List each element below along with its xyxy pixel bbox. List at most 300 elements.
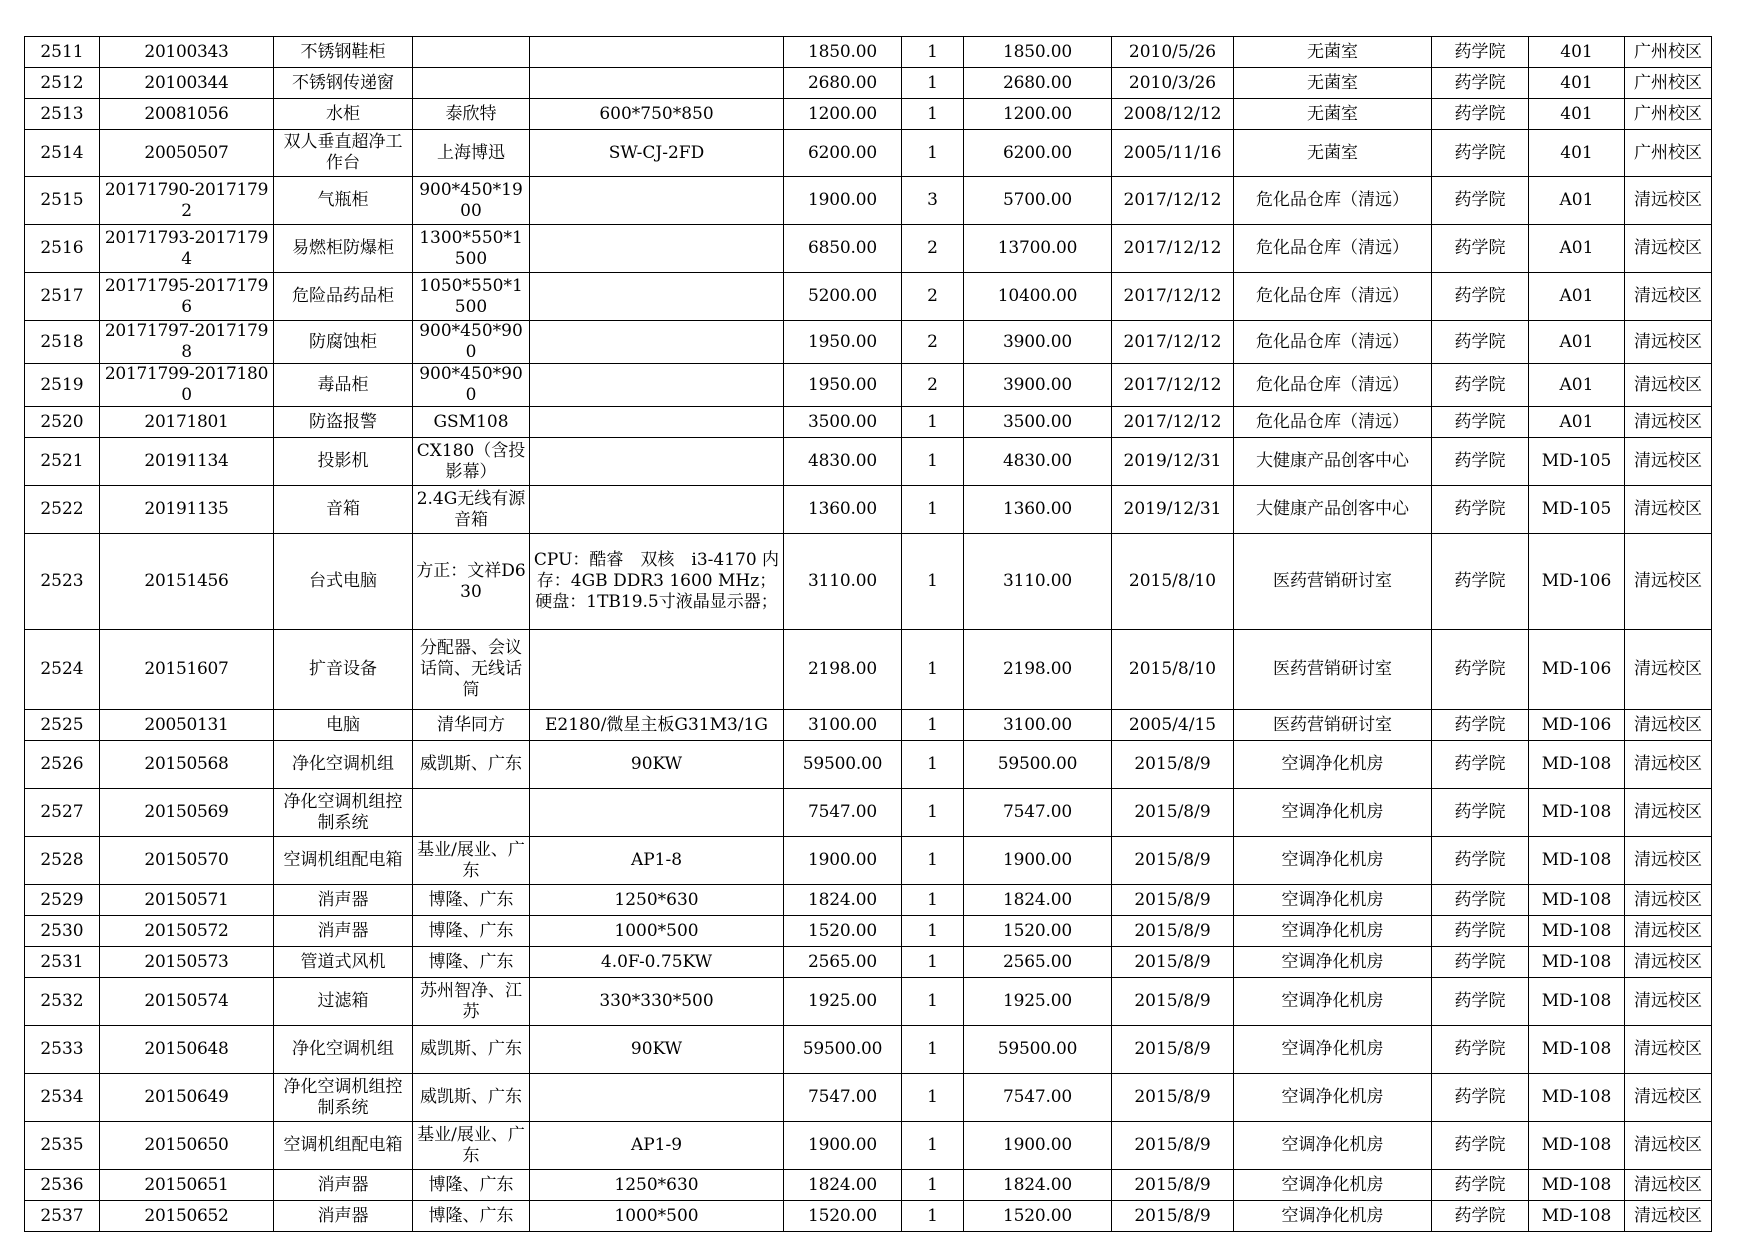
brand-model-cell: 900*450*900 [413, 321, 530, 364]
asset-id-cell: 20150568 [100, 741, 274, 789]
unit-price-cell: 7547.00 [784, 1074, 902, 1122]
brand-model-cell: 900*450*1900 [413, 177, 530, 225]
campus-cell: 广州校区 [1625, 37, 1712, 68]
brand-model-cell: 分配器、会议话筒、无线话筒 [413, 630, 530, 710]
spec-cell: 1250*630 [530, 885, 784, 916]
room-cell: A01 [1529, 364, 1625, 407]
row-number-cell: 2537 [25, 1201, 100, 1232]
room-cell: MD-108 [1529, 789, 1625, 837]
spec-cell: 1250*630 [530, 1170, 784, 1201]
asset-id-cell: 20150574 [100, 978, 274, 1026]
asset-name-cell: 净化空调机组控制系统 [274, 789, 413, 837]
location-cell: 空调净化机房 [1234, 916, 1432, 947]
department-cell: 药学院 [1432, 130, 1529, 177]
room-cell: MD-106 [1529, 534, 1625, 630]
asset-table-body [25, 37, 1712, 1232]
campus-cell: 清远校区 [1625, 1170, 1712, 1201]
asset-name-cell: 投影机 [274, 438, 413, 486]
row-number-cell: 2533 [25, 1026, 100, 1074]
room-cell: A01 [1529, 321, 1625, 364]
quantity-cell: 1 [902, 407, 964, 438]
quantity-cell: 1 [902, 630, 964, 710]
asset-id-cell: 20191134 [100, 438, 274, 486]
brand-model-cell: 博隆、广东 [413, 1170, 530, 1201]
row-number-cell: 2512 [25, 68, 100, 99]
campus-cell: 清远校区 [1625, 1026, 1712, 1074]
asset-id-cell: 20191135 [100, 486, 274, 534]
asset-name-cell: 防盗报警 [274, 407, 413, 438]
total-price-cell: 2198.00 [964, 630, 1112, 710]
brand-model-cell: 威凯斯、广东 [413, 1074, 530, 1122]
location-cell: 空调净化机房 [1234, 885, 1432, 916]
room-cell: MD-108 [1529, 916, 1625, 947]
row-number-cell: 2523 [25, 534, 100, 630]
purchase-date-cell: 2019/12/31 [1112, 486, 1234, 534]
quantity-cell: 2 [902, 225, 964, 273]
spec-cell [530, 37, 784, 68]
unit-price-cell: 1824.00 [784, 885, 902, 916]
campus-cell: 清远校区 [1625, 177, 1712, 225]
row-number-cell: 2524 [25, 630, 100, 710]
quantity-cell: 1 [902, 710, 964, 741]
asset-name-cell: 净化空调机组 [274, 1026, 413, 1074]
spec-cell: 90KW [530, 1026, 784, 1074]
row-number-cell: 2535 [25, 1122, 100, 1170]
asset-table [24, 36, 1712, 1232]
purchase-date-cell: 2015/8/9 [1112, 916, 1234, 947]
campus-cell: 清远校区 [1625, 321, 1712, 364]
purchase-date-cell: 2015/8/9 [1112, 1201, 1234, 1232]
asset-id-cell: 20081056 [100, 99, 274, 130]
department-cell: 药学院 [1432, 916, 1529, 947]
quantity-cell: 2 [902, 321, 964, 364]
quantity-cell: 1 [902, 486, 964, 534]
asset-name-cell: 消声器 [274, 885, 413, 916]
purchase-date-cell: 2015/8/10 [1112, 630, 1234, 710]
room-cell: 401 [1529, 68, 1625, 99]
location-cell: 危化品仓库（清远） [1234, 364, 1432, 407]
total-price-cell: 3100.00 [964, 710, 1112, 741]
quantity-cell: 1 [902, 789, 964, 837]
row-number-cell: 2536 [25, 1170, 100, 1201]
asset-name-cell: 危险品药品柜 [274, 273, 413, 321]
department-cell: 药学院 [1432, 407, 1529, 438]
room-cell: MD-108 [1529, 1026, 1625, 1074]
purchase-date-cell: 2017/12/12 [1112, 364, 1234, 407]
spec-cell: AP1-9 [530, 1122, 784, 1170]
campus-cell: 清远校区 [1625, 364, 1712, 407]
location-cell: 空调净化机房 [1234, 1201, 1432, 1232]
unit-price-cell: 1520.00 [784, 916, 902, 947]
location-cell: 空调净化机房 [1234, 1074, 1432, 1122]
purchase-date-cell: 2017/12/12 [1112, 273, 1234, 321]
room-cell: MD-105 [1529, 438, 1625, 486]
quantity-cell: 2 [902, 364, 964, 407]
location-cell: 危化品仓库（清远） [1234, 321, 1432, 364]
asset-id-cell: 20150570 [100, 837, 274, 885]
table-row [25, 225, 1712, 273]
quantity-cell: 1 [902, 741, 964, 789]
brand-model-cell: 2.4G无线有源音箱 [413, 486, 530, 534]
unit-price-cell: 6850.00 [784, 225, 902, 273]
total-price-cell: 1520.00 [964, 916, 1112, 947]
unit-price-cell: 1925.00 [784, 978, 902, 1026]
unit-price-cell: 1900.00 [784, 177, 902, 225]
row-number-cell: 2518 [25, 321, 100, 364]
spec-cell [530, 486, 784, 534]
row-number-cell: 2526 [25, 741, 100, 789]
campus-cell: 清远校区 [1625, 885, 1712, 916]
total-price-cell: 13700.00 [964, 225, 1112, 273]
purchase-date-cell: 2005/11/16 [1112, 130, 1234, 177]
spec-cell: AP1-8 [530, 837, 784, 885]
quantity-cell: 1 [902, 885, 964, 916]
brand-model-cell: 基业/展业、广东 [413, 1122, 530, 1170]
unit-price-cell: 5200.00 [784, 273, 902, 321]
room-cell: MD-108 [1529, 1122, 1625, 1170]
room-cell: 401 [1529, 130, 1625, 177]
total-price-cell: 3110.00 [964, 534, 1112, 630]
room-cell: MD-108 [1529, 1170, 1625, 1201]
quantity-cell: 1 [902, 947, 964, 978]
campus-cell: 广州校区 [1625, 130, 1712, 177]
campus-cell: 清远校区 [1625, 837, 1712, 885]
room-cell: 401 [1529, 37, 1625, 68]
quantity-cell: 1 [902, 1122, 964, 1170]
table-row [25, 321, 1712, 364]
department-cell: 药学院 [1432, 438, 1529, 486]
purchase-date-cell: 2015/8/9 [1112, 947, 1234, 978]
brand-model-cell: GSM108 [413, 407, 530, 438]
unit-price-cell: 3110.00 [784, 534, 902, 630]
spec-cell: E2180/微星主板G31M3/1G [530, 710, 784, 741]
total-price-cell: 7547.00 [964, 789, 1112, 837]
department-cell: 药学院 [1432, 789, 1529, 837]
unit-price-cell: 59500.00 [784, 741, 902, 789]
quantity-cell: 1 [902, 978, 964, 1026]
quantity-cell: 1 [902, 99, 964, 130]
department-cell: 药学院 [1432, 947, 1529, 978]
department-cell: 药学院 [1432, 273, 1529, 321]
campus-cell: 清远校区 [1625, 407, 1712, 438]
row-number-cell: 2514 [25, 130, 100, 177]
brand-model-cell: 清华同方 [413, 710, 530, 741]
table-row [25, 364, 1712, 407]
asset-id-cell: 20171797-20171798 [100, 321, 274, 364]
quantity-cell: 2 [902, 273, 964, 321]
table-row [25, 534, 1712, 630]
asset-id-cell: 20150651 [100, 1170, 274, 1201]
asset-id-cell: 20171801 [100, 407, 274, 438]
purchase-date-cell: 2019/12/31 [1112, 438, 1234, 486]
asset-id-cell: 20100343 [100, 37, 274, 68]
room-cell: A01 [1529, 225, 1625, 273]
total-price-cell: 1824.00 [964, 885, 1112, 916]
asset-id-cell: 20151607 [100, 630, 274, 710]
room-cell: A01 [1529, 407, 1625, 438]
department-cell: 药学院 [1432, 1074, 1529, 1122]
table-row [25, 486, 1712, 534]
department-cell: 药学院 [1432, 177, 1529, 225]
campus-cell: 清远校区 [1625, 916, 1712, 947]
row-number-cell: 2522 [25, 486, 100, 534]
unit-price-cell: 1850.00 [784, 37, 902, 68]
row-number-cell: 2531 [25, 947, 100, 978]
room-cell: A01 [1529, 273, 1625, 321]
table-row [25, 273, 1712, 321]
room-cell: MD-106 [1529, 710, 1625, 741]
campus-cell: 清远校区 [1625, 438, 1712, 486]
asset-name-cell: 易燃柜防爆柜 [274, 225, 413, 273]
total-price-cell: 1900.00 [964, 837, 1112, 885]
campus-cell: 清远校区 [1625, 486, 1712, 534]
room-cell: MD-108 [1529, 741, 1625, 789]
department-cell: 药学院 [1432, 1170, 1529, 1201]
total-price-cell: 3900.00 [964, 364, 1112, 407]
unit-price-cell: 7547.00 [784, 789, 902, 837]
campus-cell: 清远校区 [1625, 1201, 1712, 1232]
room-cell: MD-105 [1529, 486, 1625, 534]
table-row [25, 710, 1712, 741]
campus-cell: 清远校区 [1625, 947, 1712, 978]
quantity-cell: 1 [902, 130, 964, 177]
campus-cell: 广州校区 [1625, 68, 1712, 99]
asset-id-cell: 20171790-20171792 [100, 177, 274, 225]
purchase-date-cell: 2015/8/9 [1112, 1026, 1234, 1074]
row-number-cell: 2519 [25, 364, 100, 407]
location-cell: 危化品仓库（清远） [1234, 407, 1432, 438]
brand-model-cell: 博隆、广东 [413, 1201, 530, 1232]
total-price-cell: 59500.00 [964, 741, 1112, 789]
asset-id-cell: 20171795-20171796 [100, 273, 274, 321]
purchase-date-cell: 2015/8/9 [1112, 1074, 1234, 1122]
brand-model-cell: 1300*550*1500 [413, 225, 530, 273]
asset-id-cell: 20150652 [100, 1201, 274, 1232]
room-cell: 401 [1529, 99, 1625, 130]
table-row [25, 1026, 1712, 1074]
purchase-date-cell: 2015/8/9 [1112, 885, 1234, 916]
table-row [25, 789, 1712, 837]
campus-cell: 清远校区 [1625, 630, 1712, 710]
table-row [25, 630, 1712, 710]
purchase-date-cell: 2017/12/12 [1112, 177, 1234, 225]
quantity-cell: 1 [902, 534, 964, 630]
row-number-cell: 2521 [25, 438, 100, 486]
total-price-cell: 1925.00 [964, 978, 1112, 1026]
purchase-date-cell: 2005/4/15 [1112, 710, 1234, 741]
room-cell: MD-108 [1529, 885, 1625, 916]
asset-name-cell: 消声器 [274, 916, 413, 947]
department-cell: 药学院 [1432, 68, 1529, 99]
brand-model-cell: 博隆、广东 [413, 885, 530, 916]
unit-price-cell: 3100.00 [784, 710, 902, 741]
total-price-cell: 1200.00 [964, 99, 1112, 130]
row-number-cell: 2532 [25, 978, 100, 1026]
unit-price-cell: 1200.00 [784, 99, 902, 130]
total-price-cell: 1360.00 [964, 486, 1112, 534]
location-cell: 危化品仓库（清远） [1234, 273, 1432, 321]
spec-cell [530, 364, 784, 407]
asset-id-cell: 20150573 [100, 947, 274, 978]
table-row [25, 1122, 1712, 1170]
location-cell: 无菌室 [1234, 68, 1432, 99]
department-cell: 药学院 [1432, 741, 1529, 789]
table-row [25, 177, 1712, 225]
table-row [25, 916, 1712, 947]
quantity-cell: 1 [902, 1201, 964, 1232]
spec-cell [530, 273, 784, 321]
purchase-date-cell: 2015/8/9 [1112, 837, 1234, 885]
brand-model-cell [413, 789, 530, 837]
department-cell: 药学院 [1432, 710, 1529, 741]
department-cell: 药学院 [1432, 837, 1529, 885]
spec-cell [530, 789, 784, 837]
total-price-cell: 59500.00 [964, 1026, 1112, 1074]
quantity-cell: 1 [902, 438, 964, 486]
location-cell: 大健康产品创客中心 [1234, 438, 1432, 486]
unit-price-cell: 1900.00 [784, 1122, 902, 1170]
spec-cell: SW-CJ-2FD [530, 130, 784, 177]
row-number-cell: 2511 [25, 37, 100, 68]
asset-name-cell: 音箱 [274, 486, 413, 534]
department-cell: 药学院 [1432, 978, 1529, 1026]
spec-cell: 330*330*500 [530, 978, 784, 1026]
unit-price-cell: 2565.00 [784, 947, 902, 978]
purchase-date-cell: 2015/8/9 [1112, 789, 1234, 837]
asset-name-cell: 扩音设备 [274, 630, 413, 710]
row-number-cell: 2530 [25, 916, 100, 947]
purchase-date-cell: 2017/12/12 [1112, 321, 1234, 364]
location-cell: 大健康产品创客中心 [1234, 486, 1432, 534]
purchase-date-cell: 2015/8/9 [1112, 741, 1234, 789]
unit-price-cell: 1520.00 [784, 1201, 902, 1232]
table-row [25, 68, 1712, 99]
brand-model-cell: 泰欣特 [413, 99, 530, 130]
row-number-cell: 2513 [25, 99, 100, 130]
room-cell: MD-108 [1529, 1074, 1625, 1122]
department-cell: 药学院 [1432, 1201, 1529, 1232]
total-price-cell: 6200.00 [964, 130, 1112, 177]
department-cell: 药学院 [1432, 534, 1529, 630]
campus-cell: 广州校区 [1625, 99, 1712, 130]
purchase-date-cell: 2008/12/12 [1112, 99, 1234, 130]
brand-model-cell [413, 37, 530, 68]
table-row [25, 1170, 1712, 1201]
purchase-date-cell: 2015/8/9 [1112, 1170, 1234, 1201]
spec-cell: 90KW [530, 741, 784, 789]
brand-model-cell: CX180（含投影幕） [413, 438, 530, 486]
asset-name-cell: 过滤箱 [274, 978, 413, 1026]
total-price-cell: 10400.00 [964, 273, 1112, 321]
department-cell: 药学院 [1432, 99, 1529, 130]
department-cell: 药学院 [1432, 37, 1529, 68]
campus-cell: 清远校区 [1625, 978, 1712, 1026]
total-price-cell: 2565.00 [964, 947, 1112, 978]
purchase-date-cell: 2015/8/10 [1112, 534, 1234, 630]
department-cell: 药学院 [1432, 486, 1529, 534]
campus-cell: 清远校区 [1625, 534, 1712, 630]
room-cell: MD-108 [1529, 978, 1625, 1026]
asset-name-cell: 毒品柜 [274, 364, 413, 407]
room-cell: A01 [1529, 177, 1625, 225]
unit-price-cell: 59500.00 [784, 1026, 902, 1074]
location-cell: 无菌室 [1234, 99, 1432, 130]
total-price-cell: 3500.00 [964, 407, 1112, 438]
asset-name-cell: 电脑 [274, 710, 413, 741]
location-cell: 无菌室 [1234, 37, 1432, 68]
department-cell: 药学院 [1432, 630, 1529, 710]
quantity-cell: 1 [902, 37, 964, 68]
campus-cell: 清远校区 [1625, 741, 1712, 789]
row-number-cell: 2527 [25, 789, 100, 837]
asset-id-cell: 20171799-20171800 [100, 364, 274, 407]
campus-cell: 清远校区 [1625, 710, 1712, 741]
campus-cell: 清远校区 [1625, 273, 1712, 321]
brand-model-cell: 博隆、广东 [413, 947, 530, 978]
purchase-date-cell: 2010/3/26 [1112, 68, 1234, 99]
department-cell: 药学院 [1432, 1122, 1529, 1170]
spec-cell: 1000*500 [530, 916, 784, 947]
spec-cell: 1000*500 [530, 1201, 784, 1232]
unit-price-cell: 1900.00 [784, 837, 902, 885]
quantity-cell: 3 [902, 177, 964, 225]
campus-cell: 清远校区 [1625, 789, 1712, 837]
campus-cell: 清远校区 [1625, 1074, 1712, 1122]
asset-name-cell: 空调机组配电箱 [274, 837, 413, 885]
unit-price-cell: 2680.00 [784, 68, 902, 99]
row-number-cell: 2517 [25, 273, 100, 321]
table-row [25, 885, 1712, 916]
row-number-cell: 2528 [25, 837, 100, 885]
asset-id-cell: 20150649 [100, 1074, 274, 1122]
brand-model-cell: 威凯斯、广东 [413, 741, 530, 789]
asset-id-cell: 20151456 [100, 534, 274, 630]
location-cell: 空调净化机房 [1234, 789, 1432, 837]
total-price-cell: 3900.00 [964, 321, 1112, 364]
quantity-cell: 1 [902, 916, 964, 947]
asset-name-cell: 消声器 [274, 1170, 413, 1201]
asset-name-cell: 不锈钢鞋柜 [274, 37, 413, 68]
location-cell: 无菌室 [1234, 130, 1432, 177]
department-cell: 药学院 [1432, 1026, 1529, 1074]
total-price-cell: 1520.00 [964, 1201, 1112, 1232]
unit-price-cell: 1360.00 [784, 486, 902, 534]
spec-cell [530, 438, 784, 486]
brand-model-cell: 上海博迅 [413, 130, 530, 177]
table-row [25, 438, 1712, 486]
asset-name-cell: 空调机组配电箱 [274, 1122, 413, 1170]
total-price-cell: 1900.00 [964, 1122, 1112, 1170]
location-cell: 空调净化机房 [1234, 947, 1432, 978]
total-price-cell: 1824.00 [964, 1170, 1112, 1201]
spec-cell: 4.0F-0.75KW [530, 947, 784, 978]
asset-id-cell: 20171793-20171794 [100, 225, 274, 273]
unit-price-cell: 3500.00 [784, 407, 902, 438]
location-cell: 危化品仓库（清远） [1234, 225, 1432, 273]
department-cell: 药学院 [1432, 225, 1529, 273]
total-price-cell: 2680.00 [964, 68, 1112, 99]
table-row [25, 837, 1712, 885]
quantity-cell: 1 [902, 68, 964, 99]
brand-model-cell: 博隆、广东 [413, 916, 530, 947]
location-cell: 危化品仓库（清远） [1234, 177, 1432, 225]
asset-name-cell: 双人垂直超净工作台 [274, 130, 413, 177]
total-price-cell: 5700.00 [964, 177, 1112, 225]
quantity-cell: 1 [902, 837, 964, 885]
spec-cell [530, 1074, 784, 1122]
location-cell: 空调净化机房 [1234, 1122, 1432, 1170]
spec-cell [530, 407, 784, 438]
